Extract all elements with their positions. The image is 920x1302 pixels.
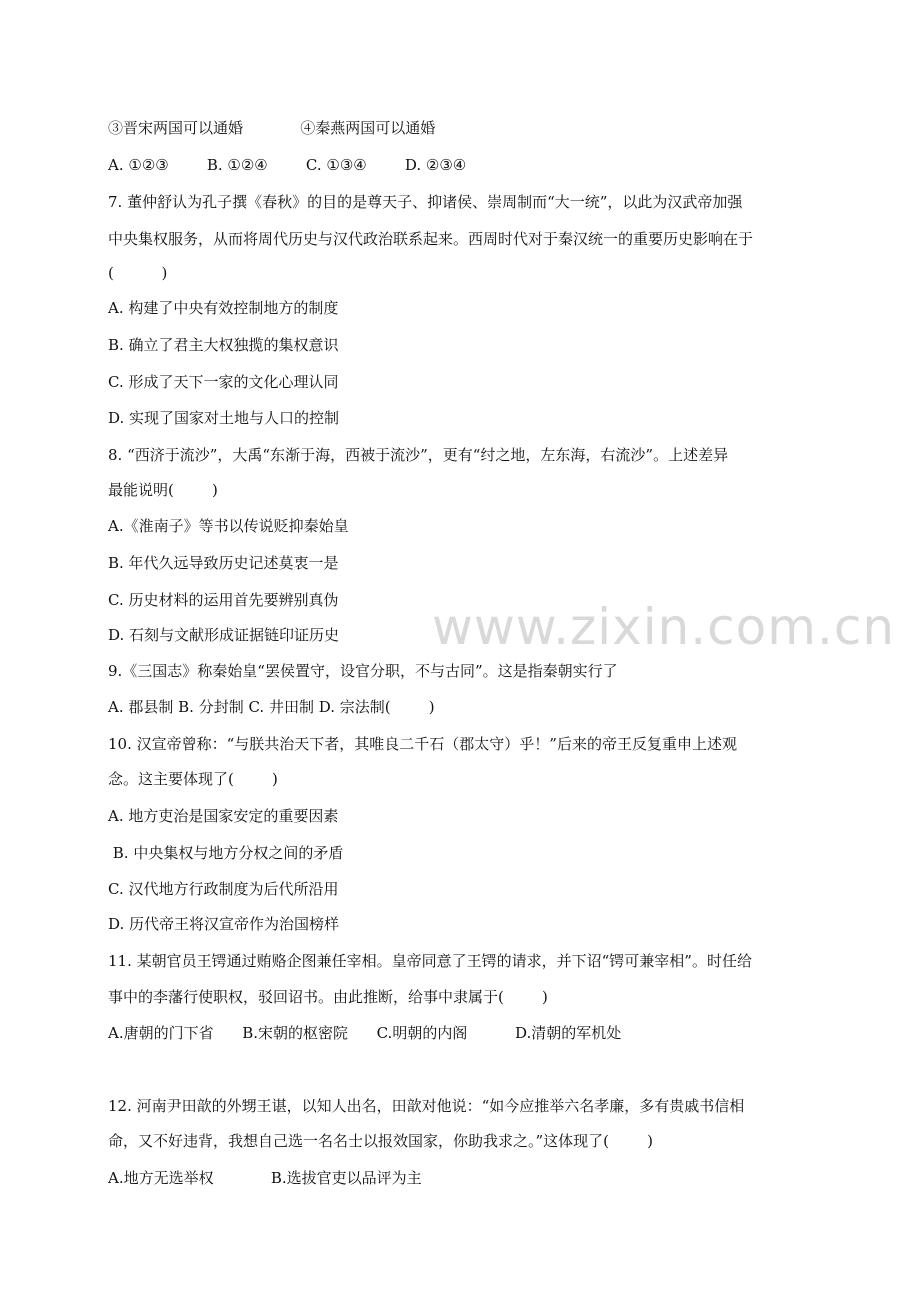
q6-options: A. ①②③ B. ①②④ C. ①③④ D. ②③④ bbox=[108, 156, 467, 174]
q8-option-d: D. 石刻与文献形成证据链印证历史 bbox=[108, 626, 340, 644]
q10-stem-line1: 10. 汉宣帝曾称：“与朕共治天下者，其唯良二千石（郡太守）乎！”后来的帝王反复重申上述观 bbox=[108, 735, 737, 753]
watermark-text: www.zixin.com.cn bbox=[432, 598, 896, 656]
q7-option-a: A. 构建了中央有效控制地方的制度 bbox=[108, 299, 339, 317]
q7-stem-line2: 中央集权服务，从而将周代历史与汉代政治联系起来。西周时代对于秦汉统一的重要历史影响在于 bbox=[108, 230, 754, 248]
q8-option-c: C. 历史材料的运用首先要辨别真伪 bbox=[108, 591, 339, 609]
q8-stem-line2: 最能说明( ) bbox=[108, 481, 218, 499]
q7-option-d: D. 实现了国家对土地与人口的控制 bbox=[108, 409, 340, 427]
q10-option-c: C. 汉代地方行政制度为后代所沿用 bbox=[108, 880, 339, 898]
q10-option-d: D. 历代帝王将汉宣帝作为治国榜样 bbox=[108, 915, 340, 933]
q11-options: A.唐朝的门下省 B.宋朝的枢密院 C.明朝的内阁 D.清朝的军机处 bbox=[108, 1024, 622, 1042]
q8-option-b: B. 年代久远导致历史记述莫衷一是 bbox=[108, 554, 339, 572]
q12-stem-line1: 12. 河南尹田歆的外甥王谌，以知人出名，田歆对他说：“如今应推举六名孝廉，多有贵戚书信相 bbox=[108, 1097, 745, 1115]
q10-option-a: A. 地方吏治是国家安定的重要因素 bbox=[108, 807, 339, 825]
q9-options: A. 郡县制 B. 分封制 C. 井田制 D. 宗法制( ) bbox=[108, 698, 435, 716]
q7-option-b: B. 确立了君主大权独揽的集权意识 bbox=[108, 336, 339, 354]
q7-option-c: C. 形成了天下一家的文化心理认同 bbox=[108, 373, 339, 391]
q10-option-b: B. 中央集权与地方分权之间的矛盾 bbox=[108, 844, 344, 862]
q8-stem-line1: 8. “西济于流沙”，大禹“东渐于海，西被于流沙”，更有“纣之地，左东海，右流沙”。上述差异 bbox=[108, 446, 729, 464]
q12-stem-line2: 命，又不好违背，我想自己选一名名士以报效国家，你助我求之。”这体现了( ) bbox=[108, 1132, 654, 1150]
q11-stem-line2: 事中的李藩行使职权，驳回诏书。由此推断，给事中隶属于( ) bbox=[108, 988, 548, 1006]
option-line-3-4: ③晋宋两国可以通婚 ④秦燕两国可以通婚 bbox=[108, 119, 436, 137]
q8-option-a: A.《淮南子》等书以传说贬抑秦始皇 bbox=[108, 517, 349, 535]
q10-stem-line2: 念。这主要体现了( ) bbox=[108, 770, 278, 788]
q7-answer-blank: ( ) bbox=[108, 264, 168, 282]
q9-stem: 9.《三国志》称秦始皇“罢侯置守，设官分职，不与古同”。这是指秦朝实行了 bbox=[108, 662, 618, 680]
q12-options: A.地方无选举权 B.选拔官吏以品评为主 bbox=[108, 1169, 422, 1187]
q7-stem-line1: 7. 董仲舒认为孔子撰《春秋》的目的是尊天子、抑诸侯、崇周制而“大一统”，以此为汉武帝加强 bbox=[108, 193, 743, 211]
q11-stem-line1: 11. 某朝官员王锷通过贿赂企图兼任宰相。皇帝同意了王锷的请求，并下诏“锷可兼宰相”。时任给 bbox=[108, 952, 752, 970]
